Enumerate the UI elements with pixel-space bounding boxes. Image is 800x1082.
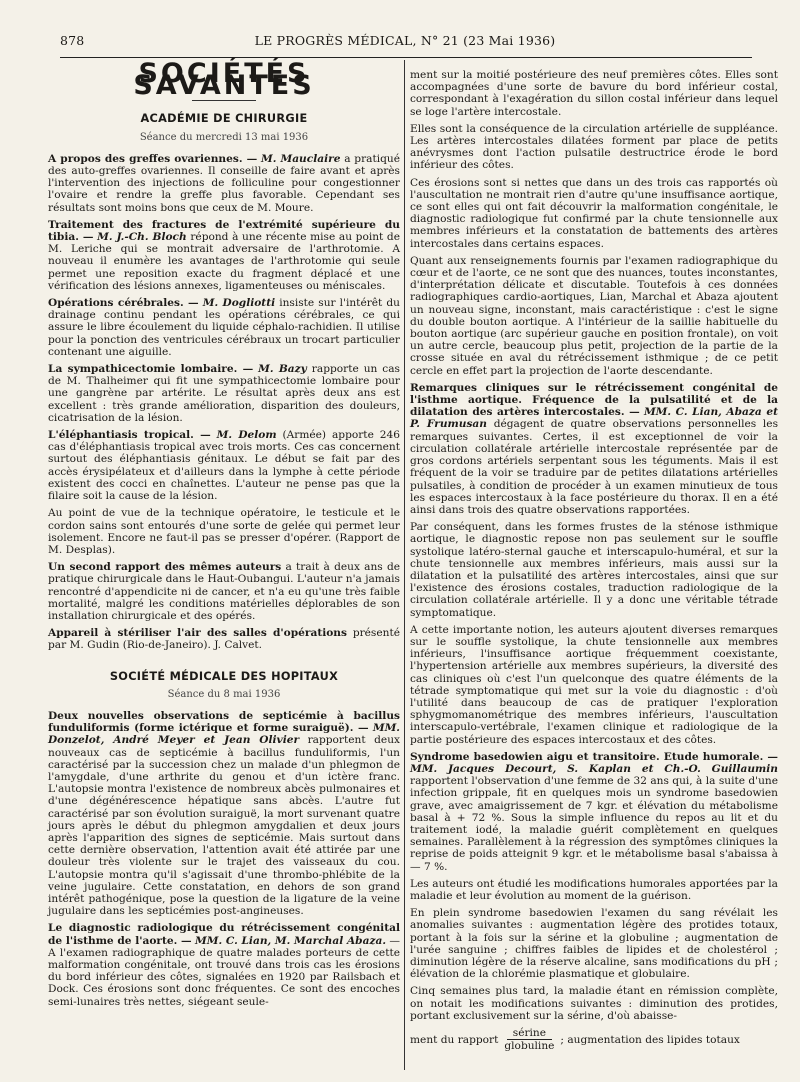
formula-prefix: ment du rapport xyxy=(410,1033,499,1046)
author-names: M. Mauclaire xyxy=(260,152,341,165)
paragraph-text: Ces érosions sont si nettes que dans un des trois cas rapportés où l'auscultation ne montrait rien d'autre qu'une insuffisance aortique, ce sont elles qui ont fait découvrir la malformation congénitale, le diagnostic radiologique fut confirmé par la chute tensionnelle aux membres inférieurs et la constatation de battements des artères intercostales dans certains espaces. xyxy=(410,176,778,250)
fraction xyxy=(504,1027,554,1052)
author-names: M. Bazy xyxy=(258,363,307,376)
paragraph-text: a pratiqué des auto-greffes ovariennes. Il conseille de faire avant et après l'intervention des injections de folliculine pour congestionner l'ovaire et rendre la greffe plus favorable. Cependant ses résultats sont moins bons que ceux de M. Moure. xyxy=(48,152,400,214)
paragraph xyxy=(410,985,778,1022)
paragraph xyxy=(410,255,778,377)
paragraph xyxy=(410,624,778,746)
entry-heading: Deux nouvelles observations de septicémie à bacillus funduliformis (forme ictérique et forme suraiguë). — xyxy=(48,709,400,735)
section-date: Séance du mercredi 13 mai 1936 xyxy=(139,131,309,143)
paragraph xyxy=(48,561,400,622)
paragraph-text: Cinq semaines plus tard, la maladie étant en rémission complète, on notait les modifications suivantes : diminution des protides, portant exclusivement sur la sérine, d'où abaisse- xyxy=(410,985,778,1022)
paragraph-text: A cette importante notion, les auteurs ajoutent diverses remarques sur le souffle systolique, la chute tensionnelle aux membres inférieurs, l'insuffisance aortique fréquemment coexistante, l'hypertension artérielle aux membres supérieurs, la diversité des cas cliniques où c'est l'un quelconque des quatre éléments de la tétrade symptomatique qui met sur la voie du diagnostic : d'où l'utilité dans beaucoup de cas de pratiquer l'exploration sphygmomanométrique des membres inférieurs, l'auscultation interscapulo-vertébrale, l'examen clinique et radiologique de la partie postérieure des espaces intercostaux et des côtes. xyxy=(410,623,778,746)
ratio-formula xyxy=(410,1027,778,1052)
paragraph xyxy=(410,878,778,902)
section-title: ACADÉMIE DE CHIRURGIE xyxy=(140,112,308,126)
author-names: M. J.-Ch. Bloch xyxy=(97,231,187,244)
author-names: MM. Donzelot, André Meyer et Jean Olivier xyxy=(48,722,400,747)
entry-heading: A propos des greffes ovariennes. — xyxy=(48,152,258,165)
paragraph xyxy=(48,922,400,1007)
paragraph xyxy=(48,429,400,502)
paragraph xyxy=(410,123,778,172)
column-divider xyxy=(404,60,405,1070)
paragraph-text: présenté par M. Gudin (Rio-de-Janeiro). J. Calvet. xyxy=(48,627,400,652)
paragraph xyxy=(410,907,778,980)
author-names: M. Delom xyxy=(216,429,277,442)
paragraph xyxy=(48,219,400,292)
formula-suffix: ; augmentation des lipides totaux xyxy=(560,1033,740,1046)
page-title: SOCIÉTÉS SAVANTES xyxy=(133,58,315,102)
entry-heading: Le diagnostic radiologique du rétrécissement congénital de l'isthme de l'aorte. — xyxy=(48,922,400,947)
journal-title: LE PROGRÈS MÉDICAL, N° 21 (23 Mai 1936) xyxy=(254,33,556,48)
entry-heading: L'éléphantiasis tropical. — xyxy=(48,429,211,442)
running-header xyxy=(60,33,750,51)
paragraph xyxy=(48,507,400,556)
section-body xyxy=(410,69,778,1022)
author-names: M. Dogliotti xyxy=(202,297,276,310)
paragraph xyxy=(410,521,778,619)
page-number: 878 xyxy=(60,33,85,48)
section-body xyxy=(48,710,400,1008)
paragraph-text: Par conséquent, dans les formes frustes de la sténose isthmique aortique, le diagnostic repose non pas seulement sur le souffle systolique latéro-sternal gauche et interscapulo-huméral, et sur la chute tensionnelle aux membres inférieurs, mais aussi sur la dilatation et la pulsatilité des artères intercostales, ainsi que sur l'existence des érosions costales, traduction radiologique de la circulation collatérale artérielle. Il y a donc une véritable tétrade symptomatique. xyxy=(410,521,778,619)
paragraph xyxy=(410,177,778,250)
paragraph-text: Les auteurs ont étudié les modifications humorales apportées par la maladie et leur évolution au moment de la guérison. xyxy=(410,877,778,902)
entry-heading: Traitement des fractures de l'extrémité supérieure du tibia. — xyxy=(48,218,400,244)
left-column xyxy=(48,58,401,1013)
entry-heading: Opérations cérébrales. — xyxy=(48,297,199,310)
paragraph xyxy=(410,69,778,118)
author-names: MM. C. Lian, Abaza et P. Frumusan xyxy=(410,406,778,431)
paragraph-text: (Armée) apporte 246 cas d'éléphantiasis tropical avec trois morts. Ces cas concernent surtout des éléphantiasis génitaux. Le début se fait par des accès érysipélateux et d'ailleurs dans la lymphe à cette période existent des cocci en chaînettes. L'auteur ne pense pas que la filaire soit la cause de la lésion. xyxy=(48,429,400,503)
entry-heading: La sympathicectomie lombaire. — xyxy=(48,363,254,376)
paragraph-text: — A l'examen radiographique de quatre malades porteurs de cette malformation congénitale, ont trouvé dans trois cas les érosions du bord inférieur des côtes, signalées en 1920 par Railsbach et Dock. Ces érosions sont donc fréquentes. Ce sont des encoches semi-lunaires très nettes, siégeant seule- xyxy=(48,934,400,1008)
author-names: MM. Jacques Decourt, S. Kaplan et Ch.-O. Guillaumin xyxy=(410,762,778,775)
right-column xyxy=(410,69,778,1052)
paragraph xyxy=(410,751,778,873)
paragraph-text: insiste sur l'intérêt du drainage continu pendant les opérations cérébrales, ce qui assure le libre écoulement du liquide céphalo-rachidien. Il utilise pour la ponction des ventricules cérébraux un trocart particulier contenant une aiguille. xyxy=(48,297,400,358)
section-body xyxy=(48,153,400,652)
fraction-numerator: sérine xyxy=(507,1027,552,1040)
paragraph xyxy=(48,627,400,651)
paragraph-text: rapporte un cas de M. Thalheimer qui fit une sympathicectomie lombaire pour une gangrène par artérite. Le résultat après deux ans est excellent : très grande amélioration, disparition des douleurs, cicatrisation de la lésion. xyxy=(48,363,400,424)
paragraph-text: rapportent l'observation d'une femme de 32 ans qui, à la suite d'une infection grippale, fit en quelques mois un syndrome basedowien grave, avec amaigrissement de 7 kgr. et élévation du métabolisme basal à + 72 %. Sous la simple influence du repos au lit et du traitement iodé, la maladie guérit complètement en quelques semaines. Parallèlement à la régression des symptômes cliniques la reprise de poids atteignit 9 kgr. et le métabolisme basal s'abaissa à — 7 %. xyxy=(410,775,778,873)
paragraph xyxy=(48,363,400,424)
paragraph xyxy=(48,710,400,917)
paragraph xyxy=(410,382,778,516)
entry-heading: Syndrome basedowien aigu et transitoire. Etude humorale. — xyxy=(410,750,778,763)
paragraph-text: a trait à deux ans de pratique chirurgicale dans le Haut-Oubangui. L'auteur n'a jamais rencontré d'appendicite ni de cancer, et n'a eu qu'une très faible mortalité, malgré les conditions matérielles déplorables de son installation chirurgicale et des opérés. xyxy=(48,561,401,622)
paragraph xyxy=(48,153,400,214)
paragraph-text: Elles sont la conséquence de la circulation artérielle de suppléance. Les artères intercostales dilatées forment par place de petits anévrysmes dont l'action pulsatile destructrice érode le bord inférieur des côtes. xyxy=(410,122,778,172)
fraction-denominator: globuline xyxy=(504,1040,555,1053)
section-date: Séance du 8 mai 1936 xyxy=(167,688,281,700)
paragraph-text: répond à une récente mise au point de M. Leriche qui se montrait adversaire de l'arthrotomie. A nouveau il enumère les avantages de l'arthrotomie qui seule permet une reposition exacte du fragment déplacé et une vérification des lésions annexes, ligamenteuses ou méniscales. xyxy=(48,231,400,292)
entry-heading: Un second rapport des mêmes auteurs xyxy=(48,561,282,574)
paragraph-text: ment sur la moitié postérieure des neuf premières côtes. Elles sont accompagnées d'une sorte de bavure du bord inférieur costal, correspondant à l'exagération du sillon costal inférieur dans lequel se loge l'artère intercostale. xyxy=(410,69,778,118)
entry-heading: Remarques cliniques sur le rétrécissement congénital de l'isthme aortique. Fréquence de la pulsatilité et de la dilatation des artères intercostales. — xyxy=(410,381,778,419)
section-title: SOCIÉTÉ MÉDICALE DES HOPITAUX xyxy=(109,669,339,683)
entry-heading: Appareil à stériliser l'air des salles d'opérations xyxy=(48,627,347,640)
paragraph-text: Quant aux renseignements fournis par l'examen radiographique du cœur et de l'aorte, ce ne sont que des nuances, toutes inconstantes, d'interprétation délicate et discutable. Toutefois à ces données radiographiques cardio-aortiques, Lian, Marchal et Abaza ajoutent un nouveau signe, inconstant, mais caractéristique : c'est le signe du double bouton aortique. A l'intérieur de la saillie habituelle du bouton aortique (arc supérieur gauche en position frontale), on voit un autre cercle, beaucoup plus petit, projection de la partie de la crosse située en aval du rétrécissement isthmique ; de ce petit cercle en effet part la projection de l'aorte descendante. xyxy=(410,254,778,377)
paragraph-text: En plein syndrome basedowien l'examen du sang révélait les anomalies suivantes : augmentation légère des protides totaux, portant à la fois sur la sérine et la globuline ; augmentation de l'urée sanguine ; chiffres faibles de lipides et de cholestérol ; diminution légère de la réserve alcaline, sans modifications du pH ; élévation de la chlorémie plasmatique et globulaire. xyxy=(410,907,778,981)
paragraph xyxy=(48,297,400,358)
author-names: MM. C. Lian, M. Marchal Abaza. xyxy=(195,934,387,947)
paragraph-text: dégagent de quatre observations personnelles les remarques suivantes. Certes, il est exceptionnel de voir la circulation collatérale artérielle intercostale représentée par de gros cordons artériels serpentant sous les téguments. Mais il est fréquent de la voir se traduire par de petites dilatations artérielles pulsatiles, à condition de procéder à un examen minutieux de tous les espaces intercostaux à la face postérieure du thorax. Il en a été ainsi dans trois des quatre observations rapportées. xyxy=(410,418,779,516)
paragraph-text: Au point de vue de la technique opératoire, le testicule et le cordon sains sont entourés d'une sorte de gelée qui permet leur isolement. Encore ne faut-il pas se presser d'opérer. (Rapport de M. Desplas). xyxy=(48,507,400,556)
paragraph-text: rapportent deux nouveaux cas de septicémie à bacillus funduliformis, l'un caractérisé par la succession chez un malade d'un phlegmon de l'amygdale, d'une arthrite du genou et d'un ictère franc. L'autopsie montra l'existence de nombreux abcès pulmonaires et d'une dégénérescence hépatique sans abcès. L'autre fut caractérisé par son évolution suraiguë, la mort survenant quatre jours après le début du phlegmon amygdalien et deux jours après l'apparition des signes de septicémie. Mais surtout dans cette dernière observation, l'attention avait été attirée par une douleur très violente sur le trajet des vaisseaux du cou. L'autopsie montra qu'il s'agissait d'une thrombo-phlébite de la veine jugulaire. Cette constatation, en dehors de son grand intérêt pathogénique, pose la question de la ligature de la veine jugulaire dans les septicémies post-angineuses. xyxy=(48,734,400,918)
